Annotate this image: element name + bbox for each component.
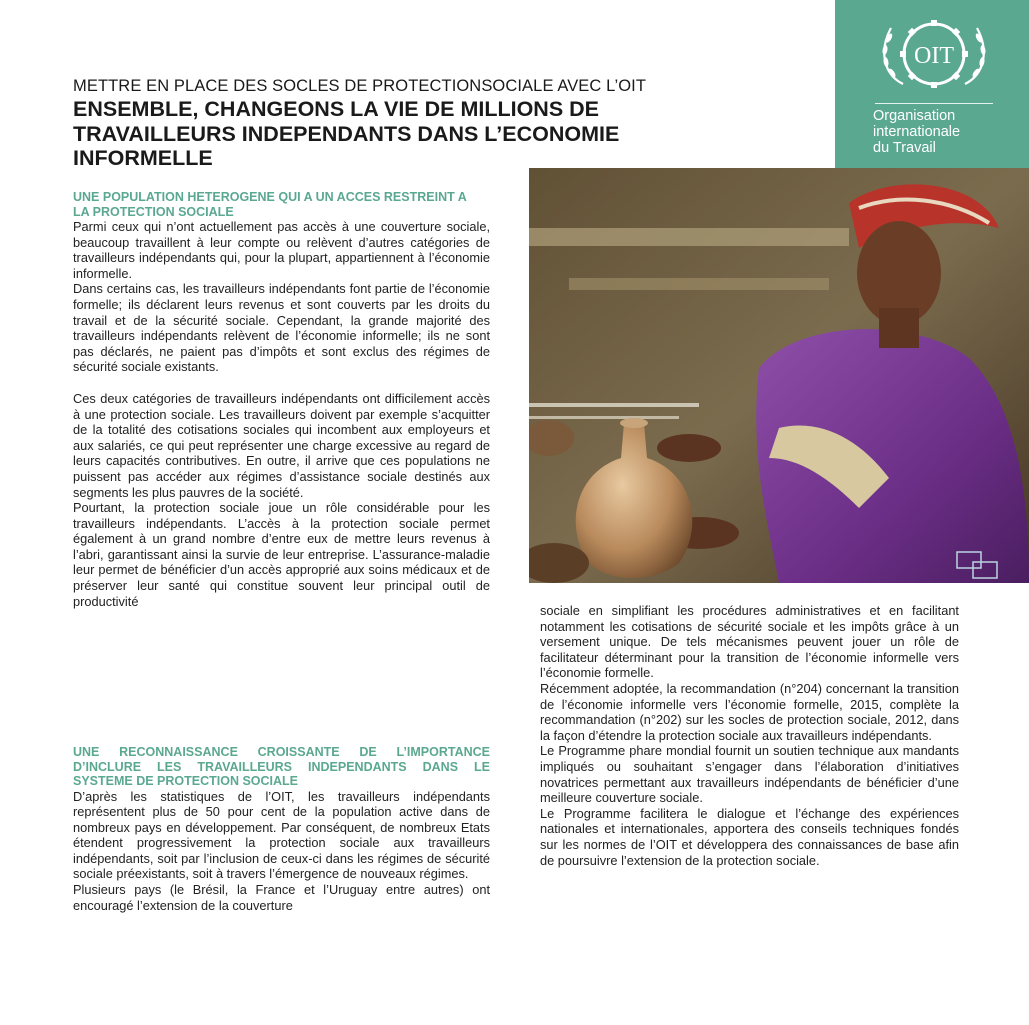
emblem-text: OIT (914, 43, 954, 69)
logo-divider (875, 103, 993, 104)
right-paragraph-4: Le Programme facilitera le dialogue et l’échange des expériences nationales et internationales, apportera des conseils techniques fondés sur les normes de l’OIT et développera des connaissances de base afin de poursuivre l’extension de la protection sociale. (540, 805, 959, 868)
oit-logo-block (835, 0, 1029, 168)
right-paragraph-3: Le Programme phare mondial fournit un soutien technique aux mandants impliqués ou souhaitant s’engager dans l’élaboration d’initiatives novatrices permettant aux travailleurs indépendants de bénéficier d’une meilleure couverture sociale. (540, 743, 959, 806)
section-1-paragraph-2: Dans certains cas, les travailleurs indépendants font partie de l’économie formelle; ils déclarent leurs revenus et sont couverts par les droits du travail et de la sécurité sociale. Cependant, la grande majorité des travailleurs indépendants relèvent de l’économie informelle; ils ne sont pas déclarés, ne paient pas d’impôts et sont exclus des régimes de sécurité sociale existants. (73, 281, 490, 375)
organisation-name (873, 108, 1023, 156)
oit-emblem-icon (873, 10, 995, 94)
title-line-2: TRAVAILLEURS INDEPENDANTS DANS L’ECONOMIE (73, 121, 620, 146)
section-1-paragraph-4: Pourtant, la protection sociale joue un rôle considérable pour les travailleurs indépendants. L’accès à la protection sociale permet également à un grand nombre d’entre eux de mettre leurs revenus à l’abri, garantissant ainsi la survie de leur entreprise. L’assurance-maladie leur permet de bénéficier d’un accès approprié aux soins médicaux et de préserver leur santé qui constitue souvent leur principal outil de productivité (73, 500, 490, 609)
organisation-name-line1: Organisation (873, 108, 956, 124)
section-2-paragraph-1: D’après les statistiques de l’OIT, les travailleurs indépendants représentent plus de 50 pour cent de la population active dans de nombreux pays en développement. Par conséquent, de nombreux Etats étendent progressivement la protection sociale aux travailleurs indépendants, soit par l’inclusion de ceux-ci dans les régimes de sécurité sociale préexistants, soit à travers l’émergence de nouveaux régimes. (73, 788, 490, 882)
right-paragraph-1: sociale en simplifiant les procédures administratives et en facilitant notamment les cotisations de sécurité sociale et les impôts grâce à un versement unique. De tels mécanismes peuvent jouer un rôle de facilitateur déterminant pour la transition de l’économie informelle vers l’économie formelle. (540, 603, 959, 681)
document-kicker: METTRE EN PLACE DES SOCLES DE PROTECTIONSOCIALE AVEC L’OIT (73, 77, 647, 95)
section-2-heading: UNE RECONNAISSANCE CROISSANTE DE L’IMPORTANCE D’INCLURE LES TRAVAILLEURS INDEPENDANTS DANS LE SYSTEME DE PROTECTION SOCIALE (73, 745, 490, 788)
section-2-paragraph-2: Plusieurs pays (le Brésil, la France et l’Uruguay entre autres) ont encouragé l’extension de la couverture (73, 882, 490, 913)
section-1-paragraph-3: Ces deux catégories de travailleurs indépendants ont difficilement accès à une protection sociale. Les travailleurs doivent par exemple s’acquitter de la totalité des cotisations sociales qui incombent aux employeurs et aux salariés, ce qui peut représenter une charge excessive au regard de leurs capacités contributives. En outre, il arrive que ces populations ne puissent pas accéder aux régimes d’assistance sociale destinés aux segments les plus pauvres de la société. (73, 390, 490, 500)
organisation-name-line3: du Travail (873, 140, 936, 156)
right-column (540, 603, 959, 868)
paragraph-gap (73, 375, 490, 391)
organisation-name-line2: internationale (873, 124, 961, 140)
right-paragraph-2: Récemment adoptée, la recommandation (n°204) concernant la transition de l’économie informelle vers l’économie formelle, 2015, complète la recommandation (n°202) sur les socles de protection sociale, 2012, dans la façon d’étendre la protection sociale aux travailleurs indépendants. (540, 680, 959, 743)
section-1-heading: UNE POPULATION HETEROGENE QUI A UN ACCES RESTREINT A LA PROTECTION SOCIALE (73, 190, 467, 219)
left-column-section-1 (73, 190, 490, 609)
left-column-section-2 (73, 745, 490, 913)
section-1-paragraph-1: Parmi ceux qui n’ont actuellement pas accès à une couverture sociale, beaucoup travaillent à leur compte ou relèvent d’autres catégories de travailleurs indépendants qui, pour la plupart, appartiennent à l’économie informelle. (73, 219, 490, 281)
woman-shaping-clay-jug-image (529, 168, 1029, 583)
title-line-1: ENSEMBLE, CHANGEONS LA VIE DE MILLIONS DE (73, 97, 599, 121)
artisan-photo (529, 168, 1029, 583)
title-line-3: INFORMELLE (73, 146, 213, 170)
document-title (73, 97, 818, 171)
